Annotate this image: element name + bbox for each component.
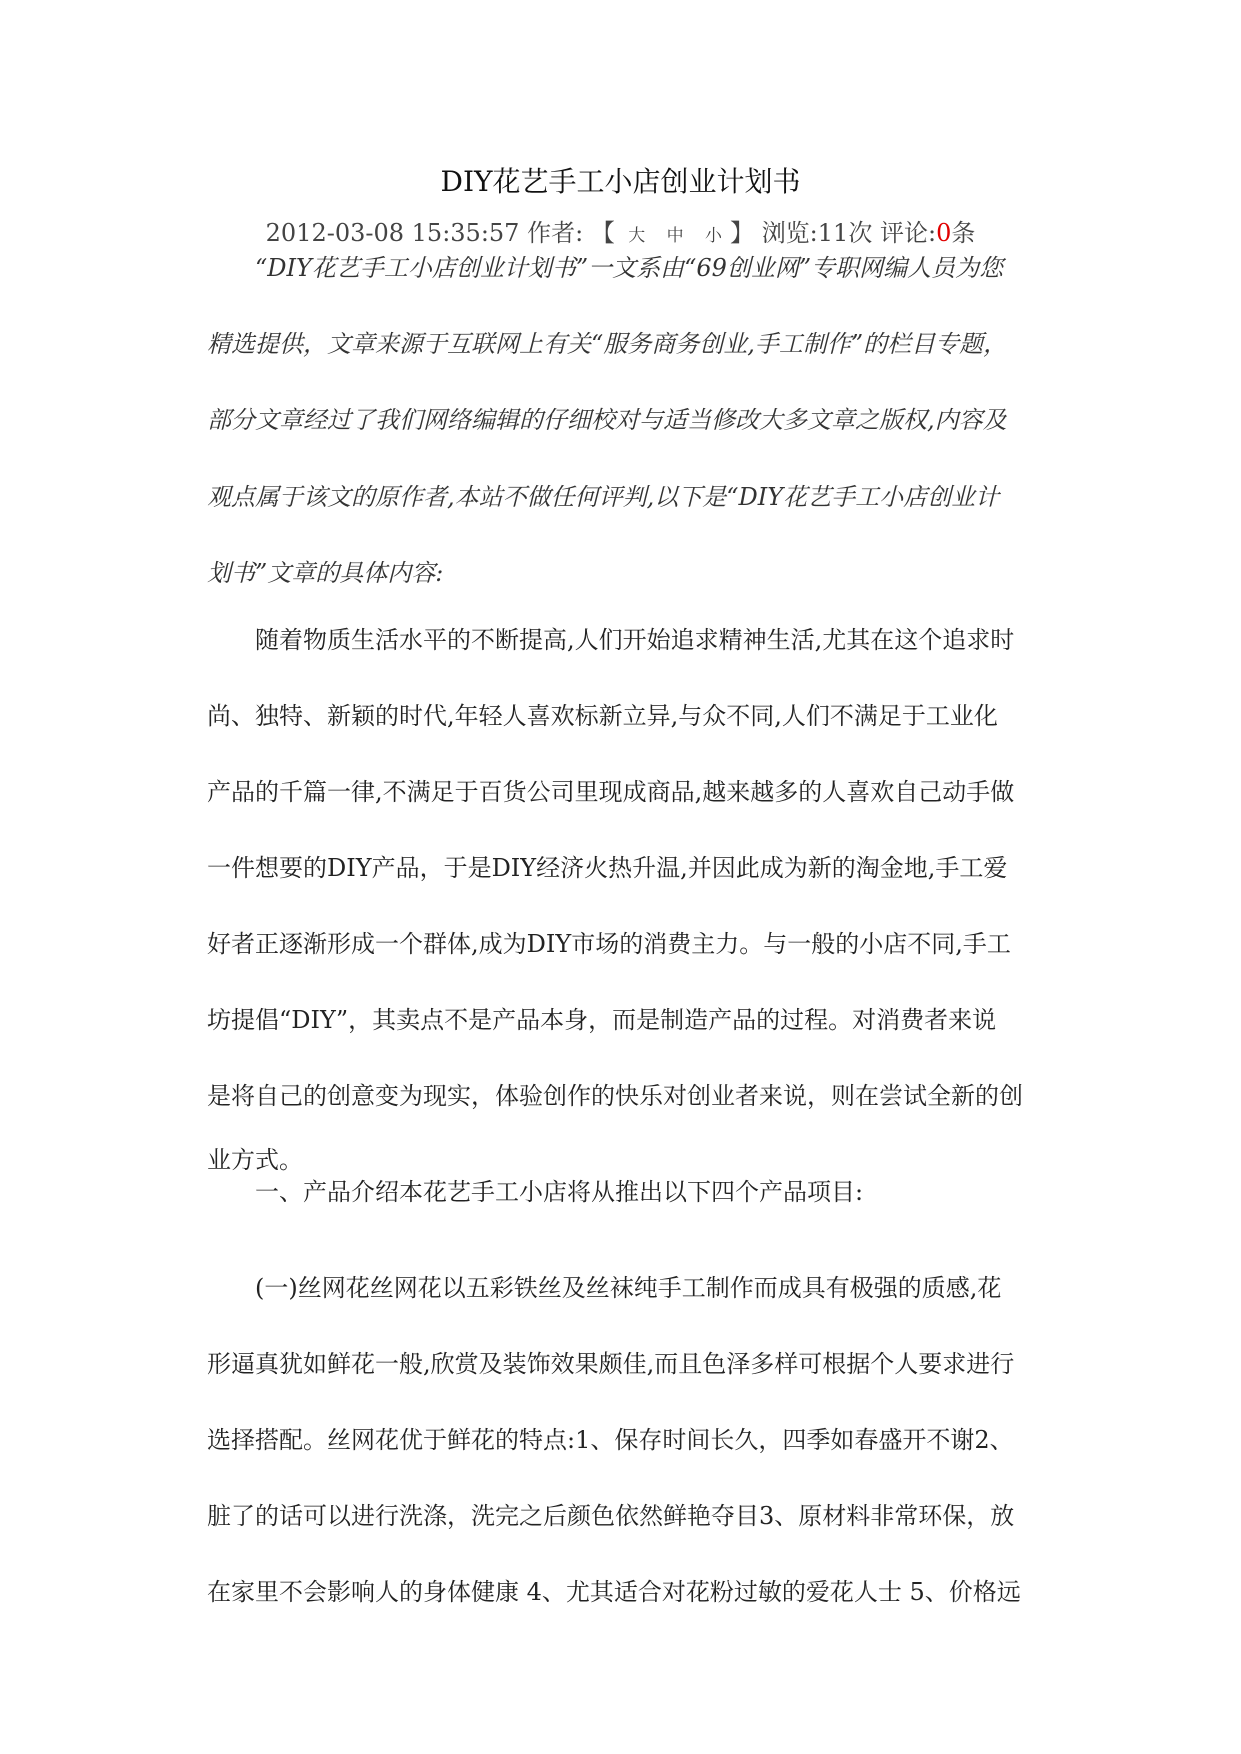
paragraph-line: 形逼真犹如鲜花一般,欣赏及装饰效果颇佳,而且色泽多样可根据个人要求进行 [207, 1350, 1015, 1378]
paragraph-line: 产品的千篇一律,不满足于百货公司里现成商品,越来越多的人喜欢自己动手做 [207, 778, 1015, 806]
comments-label: 评论: [879, 219, 937, 247]
intro-line: 部分文章经过了我们网络编辑的仔细校对与适当修改大多文章之版权,内容及 [207, 406, 1007, 434]
paragraph-line: 一件想要的DIY产品，于是DIY经济火热升温,并因此成为新的淘金地,手工爱 [207, 854, 1008, 882]
comments-unit: 条 [951, 219, 976, 247]
body-paragraph-2 [207, 1268, 1038, 1628]
views-count: 11次 [817, 219, 873, 247]
body-paragraph-1 [207, 620, 1038, 1180]
paragraph-line: 选择搭配。丝网花优于鲜花的特点:1、保存时间长久，四季如春盛开不谢2、 [207, 1426, 1014, 1454]
intro-paragraph [207, 248, 1038, 587]
publish-datetime: 2012-03-08 15:35:57 [265, 219, 520, 247]
page-title: DIY花艺手工小店创业计划书 [440, 165, 801, 198]
paragraph-line: 尚、独特、新颖的时代,年轻人喜欢标新立异,与众不同,人们不满足于工业化 [207, 702, 998, 730]
font-size-large-link[interactable]: 大 [628, 226, 654, 246]
intro-line: “DIY花艺手工小店创业计划书”一文系由“69创业网”专职网编人员为您 [255, 254, 1004, 282]
paragraph-line: 是将自己的创意变为现实，体验创作的快乐对创业者来说，则在尝试全新的创 [207, 1082, 1023, 1110]
paragraph-line: 业方式。 [207, 1146, 303, 1174]
font-size-small-link[interactable]: 小 [705, 226, 731, 246]
intro-line: 精选提供，文章来源于互联网上有关“服务商务创业,手工制作”的栏目专题， [207, 330, 1008, 358]
bracket-open: 【 [590, 219, 615, 247]
font-size-medium-link[interactable]: 中 [666, 226, 692, 246]
intro-line: 划书”文章的具体内容: [207, 559, 444, 587]
font-size-control [591, 219, 754, 247]
section-heading [207, 1172, 1038, 1216]
paragraph-line: 在家里不会影响人的身体健康 4、尤其适合对花粉过敏的爱花人士 5、价格远 [207, 1578, 1021, 1606]
author-label: 作者: [527, 219, 584, 247]
section-heading-text: 一、产品介绍本花艺手工小店将从推出以下四个产品项目: [255, 1178, 864, 1206]
comments-count[interactable]: 0 [936, 219, 952, 247]
bracket-close: 】 [730, 219, 755, 247]
paragraph-line: 随着物质生活水平的不断提高,人们开始追求精神生活,尤其在这个追求时 [255, 626, 1015, 654]
views-label: 浏览: [761, 219, 818, 247]
paragraph-line: 坊提倡“DIY”，其卖点不是产品本身，而是制造产品的过程。对消费者来说 [207, 1006, 997, 1034]
intro-line: 观点属于该文的原作者,本站不做任何评判,以下是“DIY花艺手工小店创业计 [207, 483, 1000, 511]
paragraph-line: 脏了的话可以进行洗涤，洗完之后颜色依然鲜艳夺目3、原材料非常环保，放 [207, 1502, 1015, 1530]
paragraph-line: 好者正逐渐形成一个群体,成为DIY市场的消费主力。与一般的小店不同,手工 [207, 930, 1011, 958]
paragraph-line: (一)丝网花丝网花以五彩铁丝及丝袜纯手工制作而成具有极强的质感,花 [255, 1274, 1002, 1302]
